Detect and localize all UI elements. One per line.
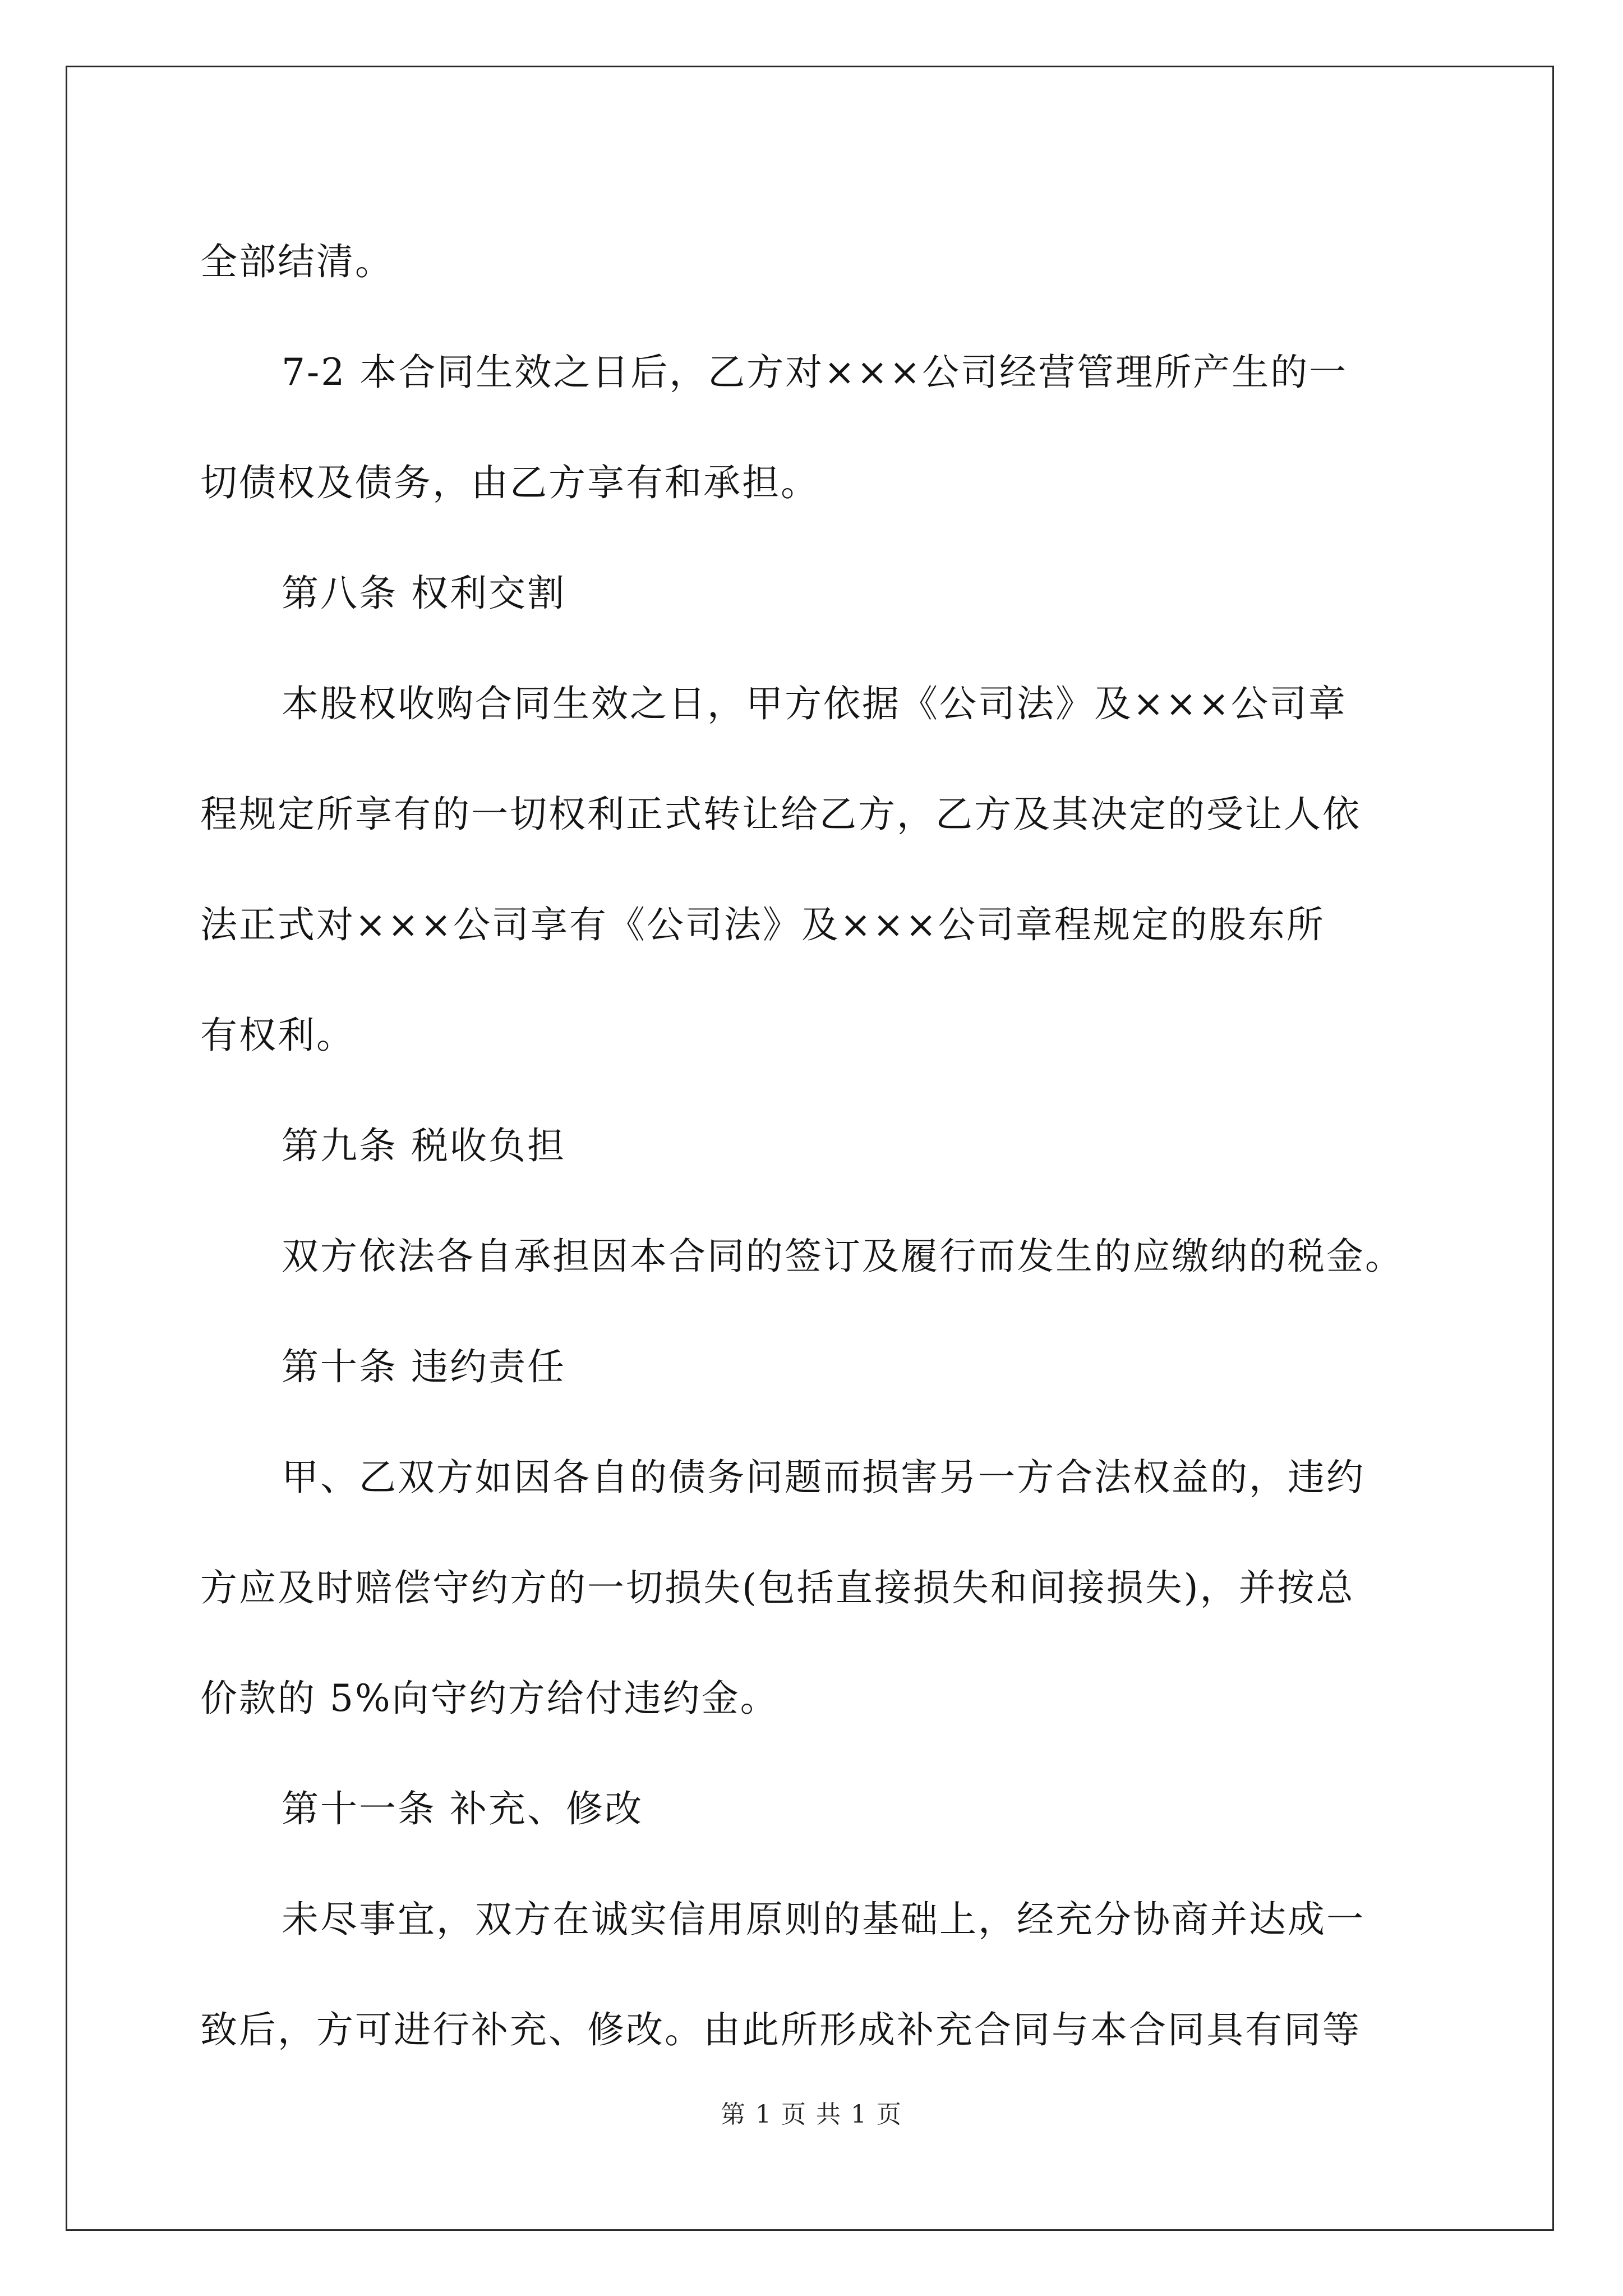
text-line-8: 有权利。: [200, 1014, 355, 1057]
text-line-2: 7-2 本合同生效之日后，乙方对×××公司经营管理所产生的一: [282, 351, 1348, 394]
text-line-17: 致后，方可进行补充、修改。由此所形成补充合同与本合同具有同等: [200, 2008, 1361, 2051]
document-body: [200, 206, 1448, 2085]
text-line-3: 切债权及债务，由乙方享有和承担。: [200, 461, 819, 504]
section-heading-8: 第八条 权利交割: [282, 572, 566, 615]
text-line-16: 未尽事宜，双方在诚实信用原则的基础上，经充分协商并达成一: [282, 1898, 1365, 1941]
page-footer: 第 1 页 共 1 页: [721, 2100, 902, 2129]
section-heading-9: 第九条 税收负担: [282, 1124, 566, 1167]
text-line-7: 法正式对×××公司享有《公司法》及×××公司章程规定的股东所: [200, 903, 1325, 946]
text-line-13: 方应及时赔偿守约方的一切损失(包括直接损失和间接损失)，并按总: [200, 1566, 1355, 1609]
text-line-5: 本股权收购合同生效之日，甲方依据《公司法》及×××公司章: [282, 682, 1347, 725]
text-line-6: 程规定所享有的一切权利正式转让给乙方，乙方及其决定的受让人依: [200, 793, 1361, 836]
text-line-1: 全部结清。: [200, 240, 394, 283]
text-line-12: 甲、乙双方如因各自的债务问题而损害另一方合法权益的，违约: [282, 1456, 1365, 1499]
section-heading-11: 第十一条 补充、修改: [282, 1787, 643, 1830]
text-line-14: 价款的 5%向守约方给付违约金。: [200, 1677, 779, 1720]
section-heading-10: 第十条 违约责任: [282, 1345, 566, 1388]
text-line-10: 双方依法各自承担因本合同的签订及履行而发生的应缴纳的税金。: [282, 1235, 1404, 1278]
